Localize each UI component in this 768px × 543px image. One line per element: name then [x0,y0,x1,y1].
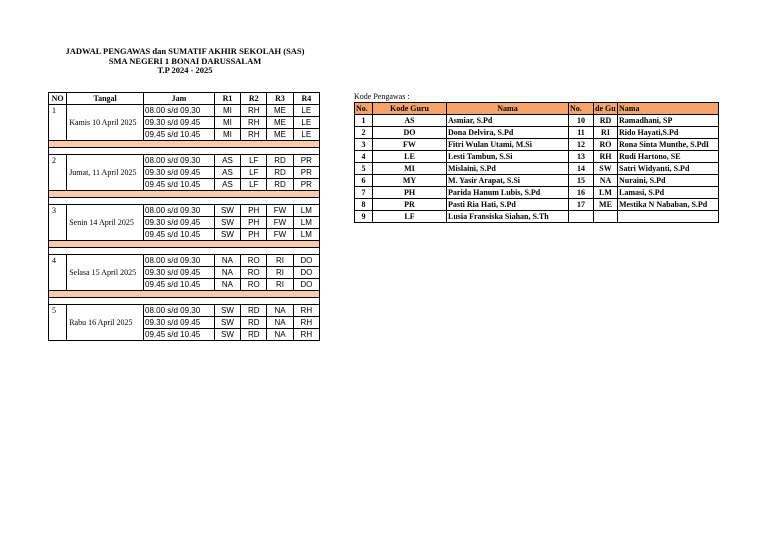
separator-cell [49,191,320,198]
day-separator-row [49,291,320,298]
spacer-cell [49,198,320,205]
kode-guru-cell: RH [594,151,618,163]
time-cell: 09.45 s/d 10.45 [144,129,215,141]
day-number: 5 [49,305,67,341]
time-cell: 09.30 s/d 09.45 [144,217,215,229]
day-separator-row [49,141,320,148]
room-code-cell: RD [241,329,267,341]
room-code-cell: RH [293,317,319,329]
room-code-cell: MI [214,129,240,141]
time-cell: 09.30 s/d 09.45 [144,317,215,329]
room-code-cell: SW [214,329,240,341]
kode-nama-cell: Fitri Wulan Utami, M.Si [447,139,569,151]
kode-body [355,115,719,223]
kode-no-cell: 3 [355,139,373,151]
time-cell: 09.45 s/d 10.45 [144,279,215,291]
schedule-body [49,105,320,341]
room-code-cell: SW [214,305,240,317]
room-code-cell: LE [293,117,319,129]
day-date: Jumat, 11 April 2025 [67,155,144,191]
room-code-cell: FW [267,229,293,241]
table-row [355,163,719,175]
kode-nama-cell: Pasti Ria Hati, S.Pd [447,199,569,211]
kode-nama-cell: Lesti Tambun, S.Si [447,151,569,163]
kode-nama-cell: Rudi Hartono, SE [618,151,719,163]
table-row [355,139,719,151]
kode-nama-cell: Lamasi, S.Pd [618,187,719,199]
room-code-cell: PR [293,179,319,191]
table-row [355,187,719,199]
table-row [49,205,320,217]
day-spacer-row [49,298,320,305]
kode-nama-cell: M. Yasir Arapat, S.Si [447,175,569,187]
kode-no-cell: 9 [355,211,373,223]
kode-guru-cell: NA [594,175,618,187]
table-row [49,255,320,267]
room-code-cell: RI [267,255,293,267]
kode-no-cell: 5 [355,163,373,175]
room-code-cell: NA [267,329,293,341]
kode-no-cell: 12 [569,139,594,151]
table-row [49,155,320,167]
table-row [355,199,719,211]
room-code-cell: PH [241,217,267,229]
time-cell: 09.45 s/d 10.45 [144,229,215,241]
room-code-cell: DO [293,279,319,291]
title-line-1: JADWAL PENGAWAS dan SUMATIF AKHIR SEKOLAH (SAS) [65,46,305,56]
col-header: Nama [447,103,569,115]
empty-cell [569,211,594,223]
room-code-cell: RH [241,105,267,117]
room-code-cell: RO [241,267,267,279]
spacer-cell [49,148,320,155]
kode-guru-cell: LE [373,151,447,163]
kode-guru-cell: ME [594,199,618,211]
col-header: R3 [267,93,293,105]
col-header: Kode Guru [373,103,447,115]
room-code-cell: LE [293,105,319,117]
kode-guru-cell: LM [594,187,618,199]
time-cell: 08.00 s/d 09.30 [144,155,215,167]
spacer-cell [49,298,320,305]
room-code-cell: AS [214,179,240,191]
room-code-cell: RO [241,279,267,291]
kode-no-cell: 14 [569,163,594,175]
time-cell: 09.30 s/d 09.45 [144,117,215,129]
room-code-cell: RH [293,329,319,341]
kode-no-cell: 6 [355,175,373,187]
table-row [355,127,719,139]
room-code-cell: ME [267,105,293,117]
kode-guru-cell: MY [373,175,447,187]
room-code-cell: LF [241,155,267,167]
table-row [355,175,719,187]
room-code-cell: NA [267,317,293,329]
kode-no-cell: 11 [569,127,594,139]
room-code-cell: NA [214,267,240,279]
room-code-cell: RD [241,305,267,317]
room-code-cell: MI [214,117,240,129]
room-code-cell: RH [241,117,267,129]
col-header: No. [569,103,594,115]
time-cell: 08.00 s/d 09.30 [144,255,215,267]
spacer-cell [49,248,320,255]
kode-guru-cell: AS [373,115,447,127]
room-code-cell: AS [214,167,240,179]
room-code-cell: NA [267,305,293,317]
col-header: Tangal [67,93,144,105]
col-header: Nama [618,103,719,115]
room-code-cell: ME [267,129,293,141]
room-code-cell: RH [293,305,319,317]
room-code-cell: LM [293,217,319,229]
col-header: R1 [214,93,240,105]
day-spacer-row [49,148,320,155]
kode-nama-cell: Mestika N Nababan, S.Pd [618,199,719,211]
schedule-table [48,92,320,341]
room-code-cell: SW [214,205,240,217]
kode-guru-cell: LF [373,211,447,223]
col-header: NO [49,93,67,105]
kode-guru-cell: RO [594,139,618,151]
kode-nama-cell: Lusia Fransiska Siahan, S.Th [447,211,569,223]
table-row [355,211,719,223]
day-date: Selasa 15 April 2025 [67,255,144,291]
kode-nama-cell: Nuraini, S.Pd [618,175,719,187]
time-cell: 09.45 s/d 10.45 [144,329,215,341]
title-line-2: SMA NEGERI 1 BONAI DARUSSALAM [108,55,262,66]
room-code-cell: ME [267,117,293,129]
kode-no-cell: 2 [355,127,373,139]
room-code-cell: LF [241,179,267,191]
kode-nama-cell: Satri Widyanti, S.Pd [618,163,719,175]
separator-cell [49,291,320,298]
room-code-cell: RI [267,279,293,291]
col-header: Jam [144,93,215,105]
kode-no-cell: 7 [355,187,373,199]
time-cell: 08.00 s/d 09.30 [144,205,215,217]
table-row [355,115,719,127]
kode-guru-cell: PR [373,199,447,211]
day-number: 3 [49,205,67,241]
empty-cell [594,211,618,223]
col-header: de Gu [595,104,616,113]
kode-no-cell: 1 [355,115,373,127]
room-code-cell: SW [214,217,240,229]
room-code-cell: MI [214,105,240,117]
time-cell: 08.00 s/d 09.30 [144,105,215,117]
kode-nama-cell: Rido Hayati,S.Pd [618,127,719,139]
title-line-3: T.P 2024 - 2025 [157,65,213,75]
day-number: 2 [49,155,67,191]
day-date: Kamis 10 April 2025 [67,105,144,141]
room-code-cell: RD [267,167,293,179]
day-spacer-row [49,248,320,255]
kode-header-row [355,103,719,115]
kode-guru-cell: SW [594,163,618,175]
kode-no-cell: 8 [355,199,373,211]
time-cell: 08.00 s/d 09.30 [144,305,215,317]
kode-nama-cell: Mislaini, S.Pd [447,163,569,175]
day-spacer-row [49,198,320,205]
kode-guru-cell: FW [373,139,447,151]
room-code-cell: SW [214,317,240,329]
room-code-cell: NA [214,255,240,267]
kode-nama-cell: Dona Delvira, S.Pd [447,127,569,139]
room-code-cell: LF [241,167,267,179]
room-code-cell: LM [293,229,319,241]
room-code-cell: LM [293,205,319,217]
room-code-cell: PR [293,167,319,179]
table-row [355,151,719,163]
kode-guru-cell: PH [373,187,447,199]
table-row [49,305,320,317]
kode-nama-cell: Asmiar, S.Pd [447,115,569,127]
kode-nama-cell: Parida Hanum Lubis, S.Pd [447,187,569,199]
kode-guru-cell: RD [594,115,618,127]
kode-guru-cell: MI [373,163,447,175]
time-cell: 09.45 s/d 10.45 [144,179,215,191]
col-header: No. [355,103,373,115]
kode-no-cell: 16 [569,187,594,199]
room-code-cell: LE [293,129,319,141]
kode-nama-cell: Ramadhani, SP [618,115,719,127]
separator-cell [49,141,320,148]
kode-no-cell: 4 [355,151,373,163]
time-cell: 09.30 s/d 09.45 [144,267,215,279]
room-code-cell: FW [267,205,293,217]
room-code-cell: RD [241,317,267,329]
room-code-cell: RD [267,155,293,167]
day-separator-row [49,241,320,248]
room-code-cell: PR [293,155,319,167]
kode-pengawas-label: Kode Pengawas : [354,92,410,101]
day-date: Senin 14 April 2025 [67,205,144,241]
empty-cell [618,211,719,223]
room-code-cell: SW [214,229,240,241]
room-code-cell: DO [293,255,319,267]
room-code-cell: RD [267,179,293,191]
separator-cell [49,241,320,248]
day-number: 4 [49,255,67,291]
kode-nama-cell: Rona Sinta Munthe, S.PdI [618,139,719,151]
kode-no-cell: 15 [569,175,594,187]
room-code-cell: PH [241,229,267,241]
room-code-cell: RO [241,255,267,267]
room-code-cell: DO [293,267,319,279]
room-code-cell: AS [214,155,240,167]
schedule-header-row [49,93,320,105]
kode-no-cell: 17 [569,199,594,211]
room-code-cell: RI [267,267,293,279]
col-header: R2 [241,93,267,105]
day-number: 1 [49,105,67,141]
room-code-cell: PH [241,205,267,217]
kode-no-cell: 10 [569,115,594,127]
room-code-cell: RH [241,129,267,141]
day-date: Rabu 16 April 2025 [67,305,144,341]
table-row [49,105,320,117]
kode-guru-table [354,102,719,223]
col-header: R4 [293,93,319,105]
kode-no-cell: 13 [569,151,594,163]
time-cell: 09.30 s/d 09.45 [144,167,215,179]
day-separator-row [49,191,320,198]
room-code-cell: NA [214,279,240,291]
room-code-cell: FW [267,217,293,229]
kode-guru-cell: RI [594,127,618,139]
kode-guru-cell: DO [373,127,447,139]
document-title [40,47,330,76]
